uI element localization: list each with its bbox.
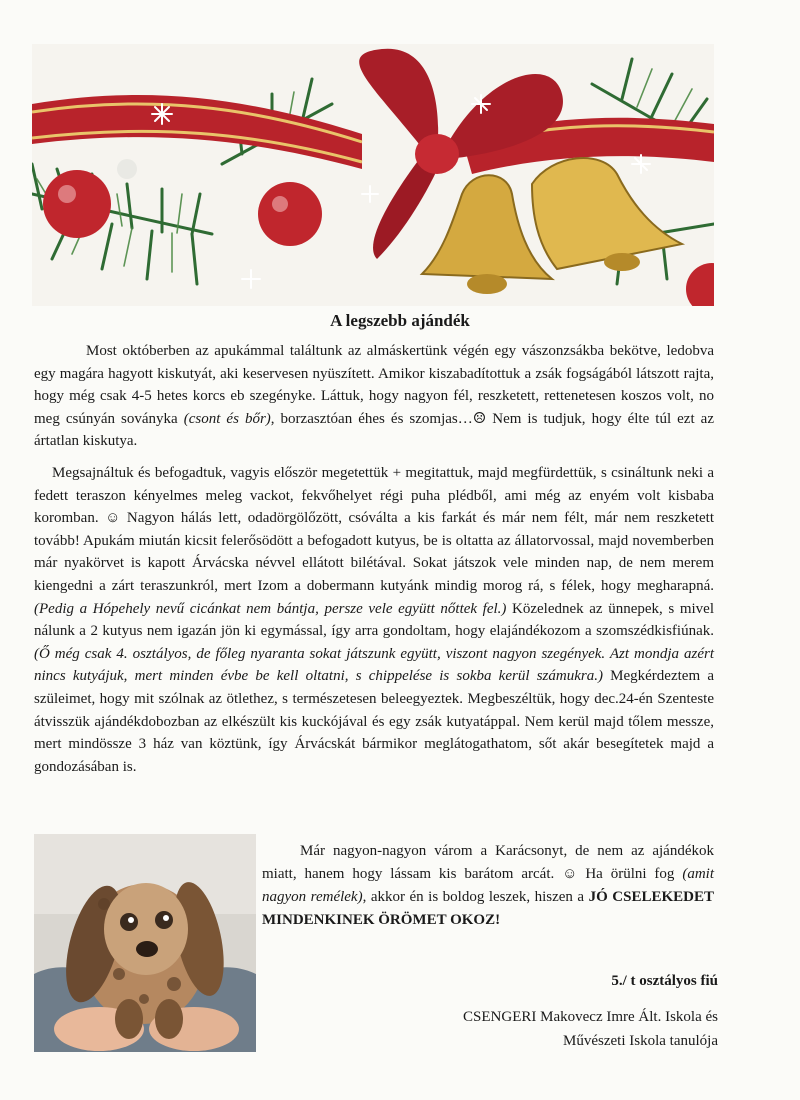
article-body — [34, 340, 714, 778]
paragraph-1: Most októberben az apukámmal találtunk az almáskertünk végén egy vászonzsákba bekötve, ledobva egy magára hagyott kiskutyát, aki keservesen nyüszített. Amikor kiszabadítottuk a zsák fogságából látszott rajta, hogy még csak 4-5 hetes korcs eb szegényke. Láttuk, hogy nagyon fél, reszketett, rettenetesen koszos volt, no meg csúnyán soványka (csont és bőr), borzasztóan éhes és szomjas…☹ Nem is tudjuk, hogy élte túl ezt az ártatlan kiskutya. — [34, 343, 714, 450]
author-school: CSENGERI Makovecz Imre Ált. Iskola és Művészeti Iskola tanulója — [463, 1009, 718, 1049]
author-class: 5./ t osztályos fiú — [611, 973, 718, 989]
christmas-banner-illustration — [32, 44, 714, 306]
article-title: A legszebb ajándék — [330, 311, 470, 330]
christmas-banner — [32, 44, 714, 306]
puppy-illustration — [34, 834, 256, 1052]
puppy-photo — [34, 834, 256, 1052]
closing-paragraph: Már nagyon-nagyon várom a Karácsonyt, de nem az ajándékok miatt, hanem hogy lássam kis barátom arcát. ☺ Ha örülni fog (amit nagyon remélek), akkor én is boldog leszek, hiszen a JÓ CSELEKEDET MINDENKINEK ÖRÖMET OKOZ! — [262, 843, 714, 928]
paragraph-2: Megsajnáltuk és befogadtuk, vagyis először megetettük + megitattuk, majd megfürdettük, s csináltunk neki a fedett teraszon kényelmes meleg vackot, fekvőhelyet régi puha plédből, ami még az enyém volt kisbaba koromban. ☺ Nagyon hálás lett, odadörgölőzött, csóválta a kis farkát és már nem félt, már nem reszketett tovább! Apukám miután kicsit felerősödött a befogadott kutyus, be is oltatta az állatorvossal, majd novemberben már nyakörvet is kapott Árvácska névvel ellátott bilétával. Sokat játszok vele minden nap, de nem merem kiengedni a zárt teraszunkról, mert Izom a dobermann kutyánk mindig morog rá, s félek, hogy megharapná. (Pedig a Hópehely nevű cicánkat nem bántja, persze vele együtt nőttek fel.) Közelednek az ünnepek, s mivel nálunk a 2 kutyus nem igazán jön ki egymással, így arra gondoltam, hogy elajándékozom a szomszédkisfiúnak. (Ő még csak 4. osztályos, de főleg nyaranta sokat játszunk együtt, viszont nagyon szegények. Azt mondja azért nincs kutyájuk, mert minden évbe be kell oltatni, s chippelése is sokba kerül számukra.) Megkérdeztem a szüleimet, hogy mit szólnak az ötlethez, s természetesen beleegyeztek. Megbeszéltük, hogy dec.24-én Szenteste átvisszük ajándékdobozban az elkészült kis kuckójával és egy zsák kutyatáppal. Nem kerül majd tőlem messze, mert mindössze 3 ház van köztünk, így Árvácskát bármikor meglátogathatom, sőt akár besegítetek majd a gondozásában is. — [34, 464, 714, 775]
